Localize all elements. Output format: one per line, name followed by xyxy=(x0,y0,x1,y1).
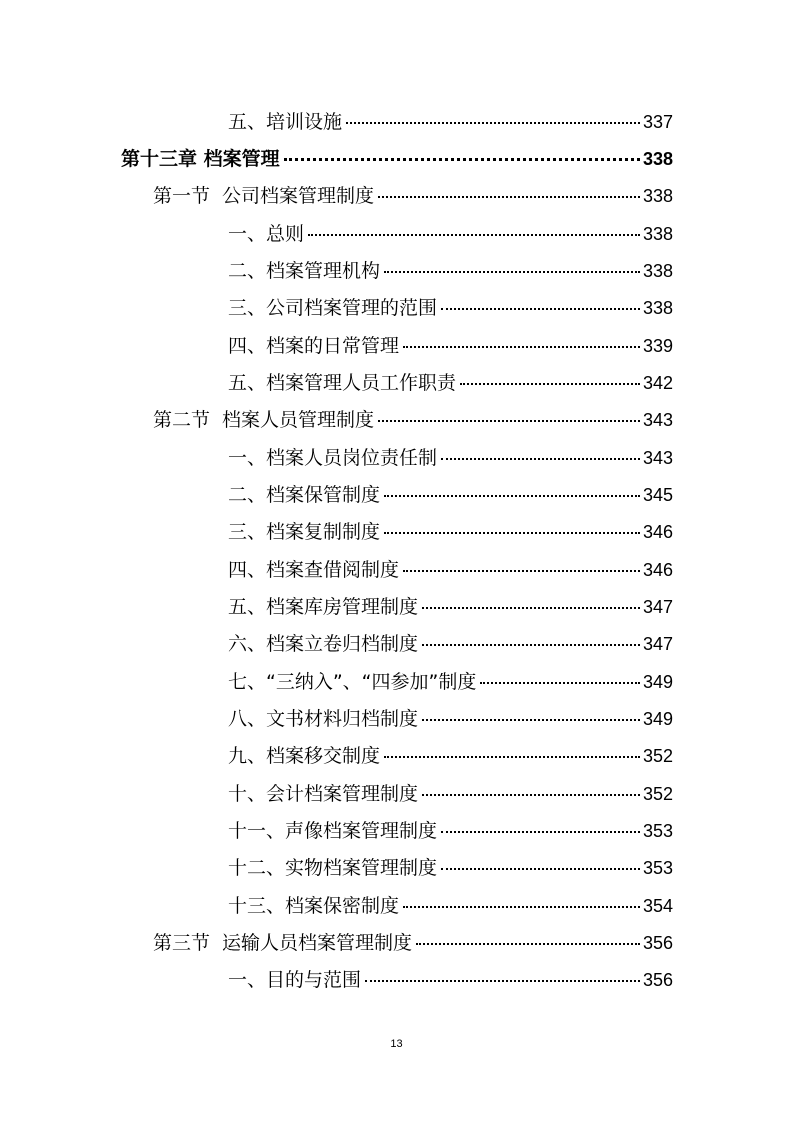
dot-leader xyxy=(365,980,640,982)
toc-section-prefix: 第三节 xyxy=(153,932,211,954)
toc-entry-label: 四、档案查借阅制度 xyxy=(228,559,400,581)
toc-entry-label: 一、总则 xyxy=(228,223,305,245)
toc-entry-page: 337 xyxy=(642,112,673,132)
toc-section-label: 运输人员档案管理制度 xyxy=(222,932,413,954)
toc-entry-label: 十、会计档案管理制度 xyxy=(228,783,419,805)
toc-entry-page: 338 xyxy=(642,186,673,206)
dot-leader xyxy=(384,495,640,497)
toc-entry-label: 五、档案库房管理制度 xyxy=(228,596,419,618)
toc-section-entry[interactable] xyxy=(153,183,673,209)
dot-leader xyxy=(441,868,640,870)
toc-entry-label: 八、文书材料归档制度 xyxy=(228,708,419,730)
toc-entry[interactable] xyxy=(228,445,673,471)
toc-entry-label: 五、培训设施 xyxy=(228,111,343,133)
toc-entry-page: 346 xyxy=(642,560,673,580)
toc-entry-page: 342 xyxy=(642,373,673,393)
page-footer xyxy=(0,1038,793,1050)
dot-leader xyxy=(384,271,640,273)
toc-entry-page: 353 xyxy=(642,821,673,841)
toc-entry[interactable] xyxy=(228,221,673,247)
toc-entry-label: 五、档案管理人员工作职责 xyxy=(228,372,457,394)
toc-entry-label: 三、档案复制制度 xyxy=(228,521,381,543)
toc-entry-label: 一、目的与范围 xyxy=(228,969,362,991)
dot-leader xyxy=(441,831,640,833)
toc-entry-page: 347 xyxy=(642,597,673,617)
toc-entry-label: 十一、声像档案管理制度 xyxy=(228,820,438,842)
page-number: 13 xyxy=(390,1038,403,1050)
dot-leader xyxy=(384,532,640,534)
toc-entry[interactable] xyxy=(228,855,673,881)
dot-leader xyxy=(441,458,640,460)
toc-entry[interactable] xyxy=(228,557,673,583)
toc-entry-label: 七、“三纳入”、“四参加”制度 xyxy=(228,671,477,693)
toc-entry-label: 三、公司档案管理的范围 xyxy=(228,297,438,319)
toc-entry-page: 356 xyxy=(642,970,673,990)
dot-leader xyxy=(422,719,640,721)
toc-entry[interactable] xyxy=(228,370,673,396)
toc-entry[interactable] xyxy=(228,295,673,321)
toc-entry-label: 六、档案立卷归档制度 xyxy=(228,633,419,655)
dot-leader xyxy=(378,196,640,198)
toc-entry[interactable] xyxy=(228,818,673,844)
toc-entry[interactable] xyxy=(228,781,673,807)
toc-section-prefix: 第二节 xyxy=(153,409,211,431)
toc-entry[interactable] xyxy=(228,594,673,620)
toc-entry-page: 353 xyxy=(642,858,673,878)
dot-leader xyxy=(422,794,640,796)
toc-entry-page: 338 xyxy=(642,298,673,318)
toc-entry[interactable] xyxy=(228,706,673,732)
toc-section-label: 公司档案管理制度 xyxy=(222,185,375,207)
dot-leader xyxy=(422,644,640,646)
toc-section-entry[interactable] xyxy=(153,930,673,956)
toc-entry-label: 一、档案人员岗位责任制 xyxy=(228,447,438,469)
toc-entry[interactable] xyxy=(228,109,673,135)
toc-entry[interactable] xyxy=(228,893,673,919)
toc-entry-label: 二、档案管理机构 xyxy=(228,260,381,282)
dot-leader xyxy=(460,383,640,385)
toc-entry-page: 349 xyxy=(642,709,673,729)
toc-entry-page: 352 xyxy=(642,746,673,766)
toc-section-entry[interactable] xyxy=(153,407,673,433)
dot-leader xyxy=(422,607,640,609)
dot-leader xyxy=(384,756,640,758)
dot-leader xyxy=(416,943,640,945)
toc-entry-page: 347 xyxy=(642,634,673,654)
toc-chapter-label: 第十三章 档案管理 xyxy=(121,148,280,170)
dot-leader xyxy=(403,346,640,348)
toc-entry[interactable] xyxy=(228,967,673,993)
dot-leader xyxy=(284,158,640,161)
toc-entry[interactable] xyxy=(228,631,673,657)
toc-entry[interactable] xyxy=(228,743,673,769)
dot-leader xyxy=(441,308,640,310)
toc-entry-page: 343 xyxy=(642,448,673,468)
toc-section-prefix: 第一节 xyxy=(153,185,211,207)
toc-entry[interactable] xyxy=(228,482,673,508)
dot-leader xyxy=(403,906,640,908)
dot-leader xyxy=(480,682,640,684)
toc-entry-page: 345 xyxy=(642,485,673,505)
toc-entry[interactable] xyxy=(228,258,673,284)
toc-entry-page: 339 xyxy=(642,336,673,356)
toc-section-label: 档案人员管理制度 xyxy=(222,409,375,431)
toc-entry-page: 356 xyxy=(642,933,673,953)
dot-leader xyxy=(346,122,640,124)
toc-entry-page: 338 xyxy=(642,261,673,281)
toc-entry-label: 二、档案保管制度 xyxy=(228,484,381,506)
toc-entry-page: 343 xyxy=(642,410,673,430)
toc-entry-page: 349 xyxy=(642,672,673,692)
toc-entry[interactable] xyxy=(228,519,673,545)
toc-chapter-entry[interactable] xyxy=(121,146,673,172)
toc-entry-label: 十三、档案保密制度 xyxy=(228,895,400,917)
toc-entry-page: 346 xyxy=(642,522,673,542)
toc-entry-page: 352 xyxy=(642,784,673,804)
toc-entry[interactable] xyxy=(228,669,673,695)
toc-entry-page: 354 xyxy=(642,896,673,916)
toc-entry[interactable] xyxy=(228,333,673,359)
toc-entry-page: 338 xyxy=(642,224,673,244)
toc-entry-label: 四、档案的日常管理 xyxy=(228,335,400,357)
toc-entry-label: 九、档案移交制度 xyxy=(228,745,381,767)
dot-leader xyxy=(308,234,640,236)
toc-entry-label: 十二、实物档案管理制度 xyxy=(228,857,438,879)
dot-leader xyxy=(378,420,640,422)
toc-entry-page: 338 xyxy=(642,149,673,169)
dot-leader xyxy=(403,570,640,572)
